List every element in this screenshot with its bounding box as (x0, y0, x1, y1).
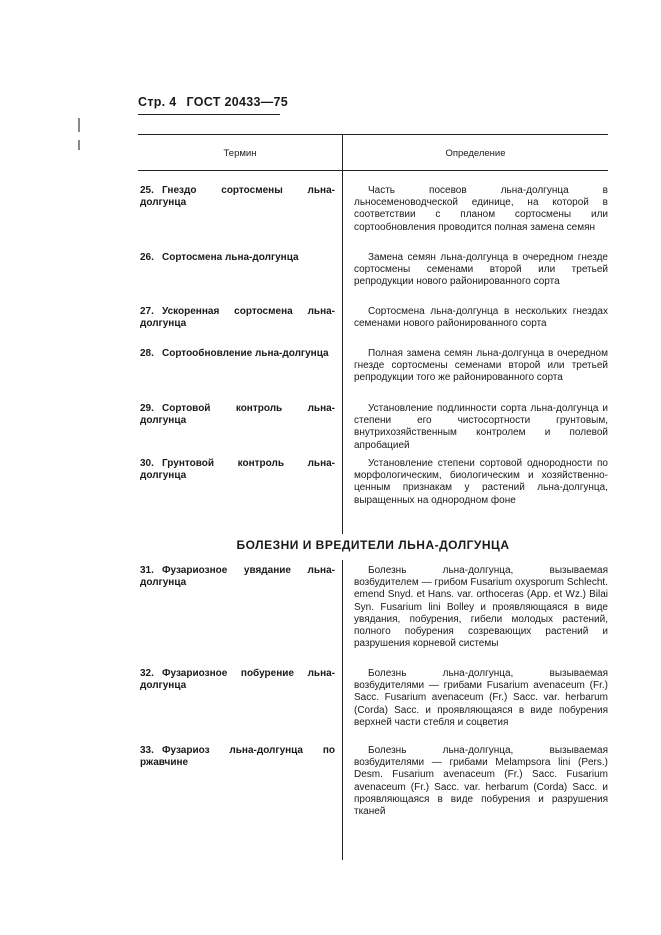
margin-mark (78, 140, 80, 150)
column-header-term: Термин (223, 148, 257, 159)
term-32: 32. Фузариозное побурение льна-долгунца (140, 668, 335, 691)
definition-27: Сортосмена льна-долгунца в нескольких гнездах семенами нового районированного сорта (354, 306, 608, 330)
term-33: 33. Фузариоз льна-долгунца по ржавчине (140, 745, 335, 768)
margin-mark (78, 118, 80, 132)
section-title: БОЛЕЗНИ И ВРЕДИТЕЛИ ЛЬНА-ДОЛГУНЦА (236, 538, 510, 552)
definition-29: Установление подлинности сорта льна-долгунца и степени его чистосортности грунтовым, внутрихозяйственным контролем и полевой апробацией (354, 403, 608, 451)
term-31: 31. Фузариозное увядание льна-долгунца (140, 565, 335, 588)
definition-33: Болезнь льна-долгунца, вызываемая возбудителями — грибами Melampsora lini (Pers.) Desm. Fusarium avenaceum (Fr.) Sacc. Fusarium avenaceum (Fr.) Sacc. var. herbarum (Corda) Sacc. и проявляющаяся в виде побурения и разрушения тканей (354, 745, 608, 818)
column-header-definition: Определение (445, 148, 506, 159)
definition-25: Часть посевов льна-долгунца в льносеменоводческой единице, на которой в соответствии с планом сортосмены или сортообновления проводится полная замена семян (354, 185, 608, 233)
table-top-rule (138, 134, 608, 135)
term-25: 25. Гнездо сортосмены льна-долгунца (140, 185, 335, 208)
definition-28: Полная замена семян льна-долгунца в очередном гнезде сортосмены семенами второй или третьей репродукции того же районированного сорта (354, 348, 608, 384)
table-column-divider-2 (342, 560, 343, 860)
definition-30: Установление степени сортовой однородности по морфологическим, биологическим и хозяйственно-ценным признакам у растений льна-долгунца, выращенных на однородном фоне (354, 458, 608, 506)
definition-26: Замена семян льна-долгунца в очередном гнезде сортосмены семенами второй или третьей репродукции нового районированного сорта (354, 252, 608, 288)
table-header-rule (138, 170, 608, 171)
page-number: Стр. 4 (138, 95, 177, 109)
term-28: 28. Сортообновление льна-долгунца (140, 348, 329, 359)
definition-31: Болезнь льна-долгунца, вызываемая возбудителем — грибом Fusarium oxysporum Schlecht. emend Snyd. et Hans. var. orthoceras (App. et Wz.) Bilai Syn. Fusarium lini Bolley и проявляющаяся в виде увядания, побурения, гибели молодых растений, полного побурения созревающих растений и разрушения корневой системы (354, 565, 608, 650)
definition-32: Болезнь льна-долгунца, вызываемая возбудителями — грибами Fusarium avenaceum (Fr.) Sacc. Fusarium avenaceum (Fr.) Sacc. var. herbarum (Corda) Sacc. и проявляющаяся в виде побурения верхней части стебля и соцветия (354, 668, 608, 728)
term-26: 26. Сортосмена льна-долгунца (140, 252, 299, 263)
term-30: 30. Грунтовой контроль льна-долгунца (140, 458, 335, 481)
header-underline (138, 114, 280, 115)
table-column-divider (342, 134, 343, 534)
standard-number: ГОСТ 20433—75 (186, 95, 289, 109)
page-header (138, 95, 288, 109)
term-29: 29. Сортовой контроль льна-долгунца (140, 403, 335, 426)
term-27: 27. Ускоренная сортосмена льна-долгунца (140, 306, 335, 329)
